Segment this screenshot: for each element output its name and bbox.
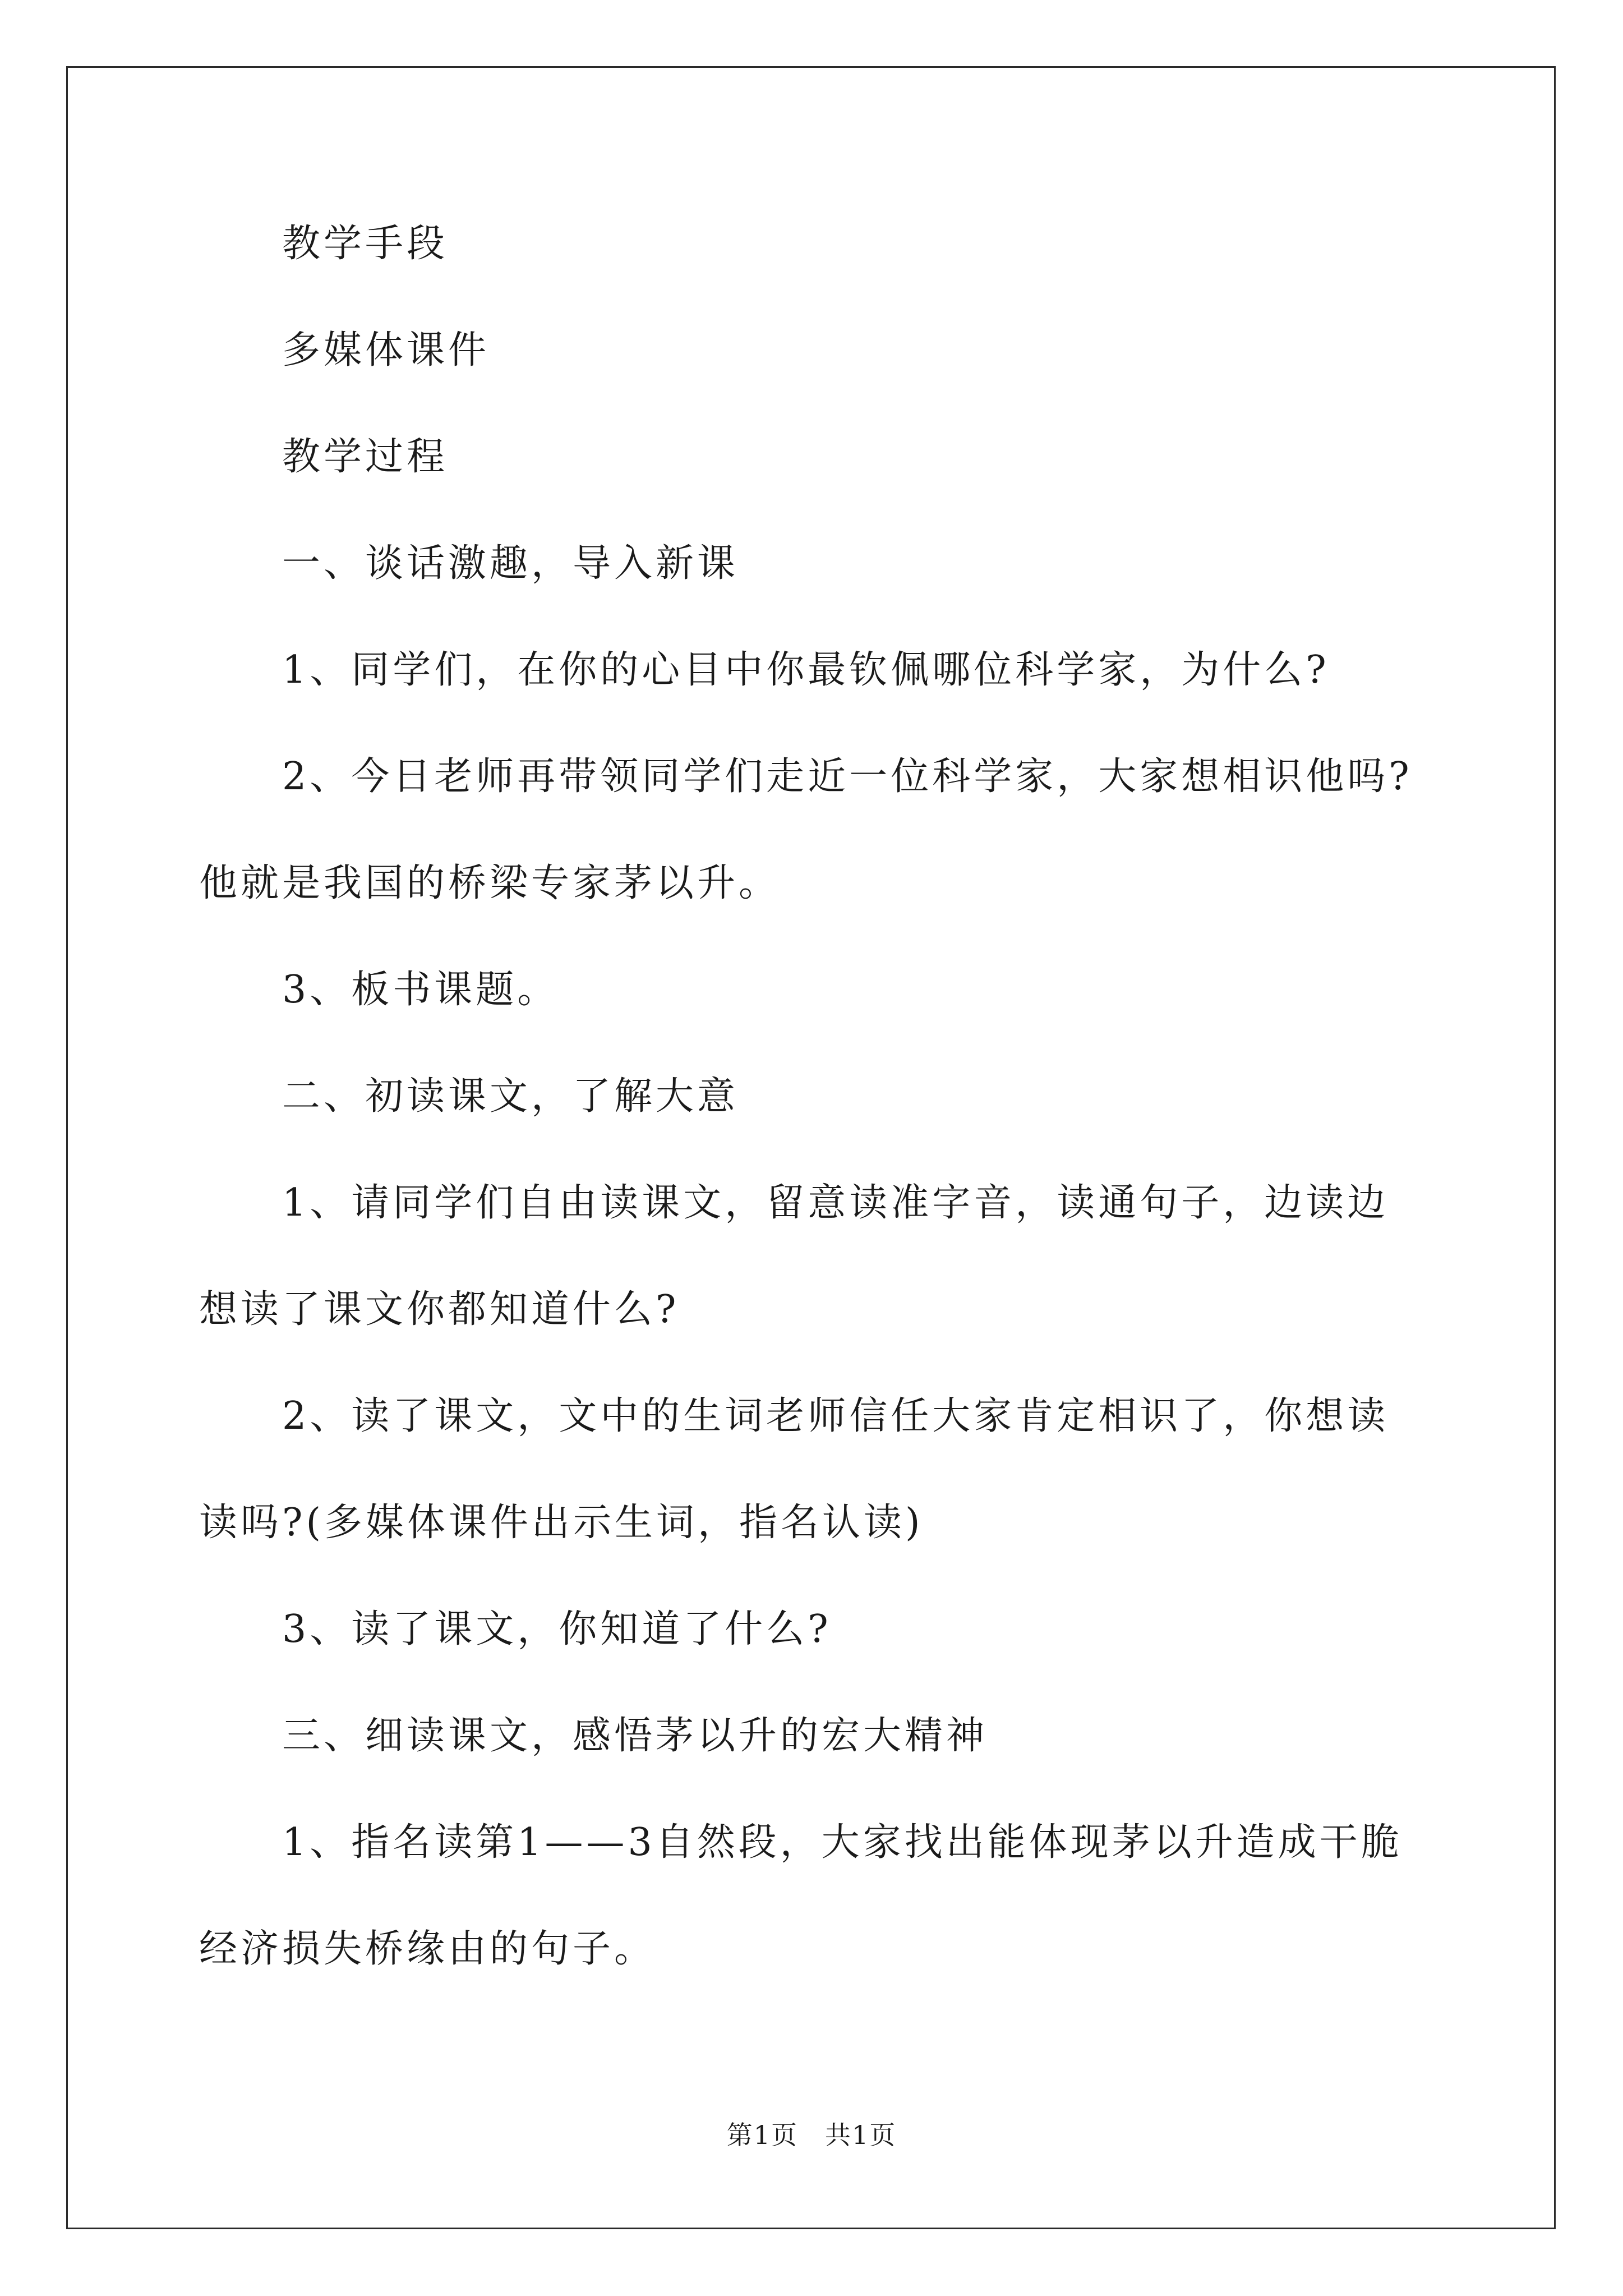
paragraph: 多媒体课件 [282, 328, 490, 372]
paragraph: 3、板书课题。 [282, 968, 559, 1012]
paragraph: 3、读了课文，你知道了什么? [282, 1607, 832, 1651]
paragraph: 教学过程 [282, 435, 449, 479]
paragraph: 1、请同学们自由读课文，留意读准字音，读通句子，边读边想读了课文你都知道什么? [199, 1181, 1389, 1332]
paragraph: 1、同学们，在你的心目中你最钦佩哪位科学家，为什么? [282, 648, 1330, 692]
paragraph: 1、指名读第1——3自然段，大家找出能体现茅以升造成干脆经济损失桥缘由的句子。 [199, 1820, 1403, 1971]
section-heading: 一、谈话激趣，导入新课 [282, 541, 739, 586]
page-number-footer: 第1页 共1页 [726, 2120, 897, 2150]
section-heading: 二、初读课文，了解大意 [282, 1074, 739, 1119]
paragraph: 2、今日老师再带领同学们走近一位科学家，大家想相识他吗?他就是我国的桥梁专家茅以升。 [199, 754, 1413, 905]
paragraph: 2、读了课文，文中的生词老师信任大家肯定相识了，你想读读吗?(多媒体课件出示生词，指名认读) [199, 1394, 1389, 1545]
paragraph: 教学手段 [282, 222, 449, 266]
section-heading: 三、细读课文，感悟茅以升的宏大精神 [282, 1714, 988, 1758]
document-body [199, 191, 1427, 2003]
